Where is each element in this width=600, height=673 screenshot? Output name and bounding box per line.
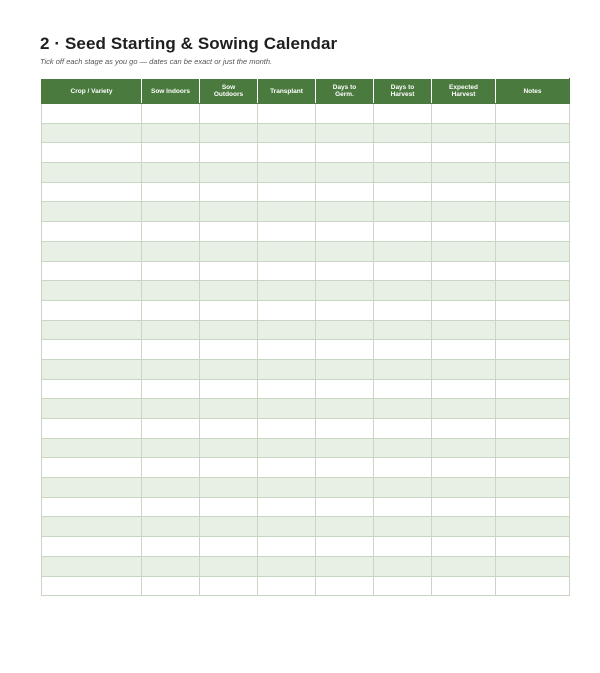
- table-row: [42, 143, 570, 163]
- table-cell[interactable]: [42, 497, 142, 517]
- table-cell[interactable]: [142, 202, 200, 222]
- table-cell[interactable]: [374, 340, 432, 360]
- table-row: [42, 497, 570, 517]
- table-cell[interactable]: [496, 300, 570, 320]
- table-cell[interactable]: [316, 104, 374, 124]
- table-cell[interactable]: [374, 300, 432, 320]
- table-cell[interactable]: [374, 576, 432, 596]
- table-cell[interactable]: [432, 320, 496, 340]
- table-cell[interactable]: [258, 438, 316, 458]
- table-cell[interactable]: [496, 399, 570, 419]
- table-cell[interactable]: [316, 281, 374, 301]
- table-cell[interactable]: [258, 163, 316, 183]
- table-cell[interactable]: [432, 241, 496, 261]
- table-cell[interactable]: [200, 556, 258, 576]
- table-cell[interactable]: [42, 379, 142, 399]
- table-cell[interactable]: [432, 163, 496, 183]
- table-cell[interactable]: [316, 202, 374, 222]
- table-cell[interactable]: [258, 497, 316, 517]
- table-cell[interactable]: [432, 359, 496, 379]
- table-cell[interactable]: [316, 458, 374, 478]
- table-cell[interactable]: [200, 517, 258, 537]
- table-row: [42, 281, 570, 301]
- table-cell[interactable]: [142, 241, 200, 261]
- table-cell[interactable]: [200, 281, 258, 301]
- table-cell[interactable]: [374, 163, 432, 183]
- column-header: Expected Harvest: [432, 79, 496, 104]
- table-cell[interactable]: [496, 163, 570, 183]
- table-cell[interactable]: [258, 320, 316, 340]
- table-cell[interactable]: [316, 261, 374, 281]
- table-cell[interactable]: [496, 182, 570, 202]
- table-row: [42, 123, 570, 143]
- table-cell[interactable]: [42, 438, 142, 458]
- table-cell[interactable]: [142, 182, 200, 202]
- table-cell[interactable]: [374, 478, 432, 498]
- table-cell[interactable]: [374, 261, 432, 281]
- table-cell[interactable]: [432, 300, 496, 320]
- table-header: [42, 79, 570, 104]
- table-cell[interactable]: [374, 182, 432, 202]
- table-cell[interactable]: [258, 576, 316, 596]
- table-cell[interactable]: [316, 123, 374, 143]
- table-cell[interactable]: [142, 537, 200, 557]
- table-cell[interactable]: [432, 123, 496, 143]
- table-cell[interactable]: [432, 261, 496, 281]
- table-cell[interactable]: [200, 537, 258, 557]
- table-cell[interactable]: [374, 143, 432, 163]
- table-cell[interactable]: [42, 478, 142, 498]
- table-cell[interactable]: [42, 261, 142, 281]
- table-cell[interactable]: [316, 478, 374, 498]
- table-cell[interactable]: [42, 359, 142, 379]
- table-cell[interactable]: [496, 379, 570, 399]
- table-cell[interactable]: [432, 182, 496, 202]
- table-cell[interactable]: [316, 143, 374, 163]
- table-cell[interactable]: [496, 359, 570, 379]
- table-cell[interactable]: [432, 478, 496, 498]
- table-row: [42, 478, 570, 498]
- table-cell[interactable]: [316, 163, 374, 183]
- table-cell[interactable]: [200, 202, 258, 222]
- table-cell[interactable]: [258, 261, 316, 281]
- column-header: Sow Outdoors: [200, 79, 258, 104]
- table-cell[interactable]: [496, 458, 570, 478]
- table-cell[interactable]: [142, 104, 200, 124]
- column-header: Days to Harvest: [374, 79, 432, 104]
- table-cell[interactable]: [42, 202, 142, 222]
- table-cell[interactable]: [316, 556, 374, 576]
- table-cell[interactable]: [374, 222, 432, 242]
- table-cell[interactable]: [200, 497, 258, 517]
- table-row: [42, 438, 570, 458]
- table-cell[interactable]: [42, 399, 142, 419]
- table-cell[interactable]: [496, 537, 570, 557]
- table-cell[interactable]: [316, 320, 374, 340]
- table-cell[interactable]: [316, 497, 374, 517]
- table-cell[interactable]: [496, 556, 570, 576]
- table-cell[interactable]: [42, 123, 142, 143]
- table-cell[interactable]: [42, 104, 142, 124]
- table-body: [42, 104, 570, 596]
- table-row: [42, 340, 570, 360]
- table-cell[interactable]: [258, 478, 316, 498]
- table-cell[interactable]: [496, 419, 570, 439]
- table-cell[interactable]: [200, 419, 258, 439]
- table-cell[interactable]: [258, 419, 316, 439]
- table-cell[interactable]: [316, 438, 374, 458]
- table-cell[interactable]: [496, 340, 570, 360]
- table-cell[interactable]: [496, 281, 570, 301]
- table-cell[interactable]: [42, 320, 142, 340]
- table-cell[interactable]: [200, 379, 258, 399]
- table-cell[interactable]: [142, 399, 200, 419]
- table-cell[interactable]: [374, 123, 432, 143]
- table-cell[interactable]: [496, 320, 570, 340]
- table-row: [42, 202, 570, 222]
- column-header: Transplant: [258, 79, 316, 104]
- table-row: [42, 379, 570, 399]
- table-cell[interactable]: [316, 399, 374, 419]
- table-cell[interactable]: [258, 556, 316, 576]
- table-cell[interactable]: [258, 281, 316, 301]
- table-cell[interactable]: [316, 537, 374, 557]
- table-cell[interactable]: [142, 419, 200, 439]
- table-cell[interactable]: [42, 281, 142, 301]
- table-cell[interactable]: [496, 202, 570, 222]
- table-cell[interactable]: [316, 359, 374, 379]
- table-cell[interactable]: [432, 497, 496, 517]
- table-cell[interactable]: [200, 163, 258, 183]
- table-cell[interactable]: [316, 419, 374, 439]
- table-cell[interactable]: [142, 458, 200, 478]
- table-cell[interactable]: [42, 182, 142, 202]
- table-cell[interactable]: [200, 143, 258, 163]
- table-cell[interactable]: [42, 222, 142, 242]
- table-cell[interactable]: [432, 537, 496, 557]
- table-row: [42, 104, 570, 124]
- table-cell[interactable]: [496, 497, 570, 517]
- table-cell[interactable]: [316, 340, 374, 360]
- table-row: [42, 399, 570, 419]
- table-cell[interactable]: [316, 379, 374, 399]
- table-cell[interactable]: [258, 517, 316, 537]
- table-cell[interactable]: [258, 537, 316, 557]
- column-header: Notes: [496, 79, 570, 104]
- table-cell[interactable]: [432, 222, 496, 242]
- table-cell[interactable]: [142, 576, 200, 596]
- table-cell[interactable]: [374, 359, 432, 379]
- table-cell[interactable]: [374, 202, 432, 222]
- table-cell[interactable]: [432, 458, 496, 478]
- table-cell[interactable]: [496, 517, 570, 537]
- table-row: [42, 517, 570, 537]
- table-cell[interactable]: [258, 241, 316, 261]
- table-cell[interactable]: [200, 300, 258, 320]
- table-cell[interactable]: [42, 163, 142, 183]
- table-cell[interactable]: [258, 359, 316, 379]
- table-row: [42, 576, 570, 596]
- table-row: [42, 163, 570, 183]
- table-cell[interactable]: [200, 222, 258, 242]
- table-cell[interactable]: [142, 359, 200, 379]
- table-cell[interactable]: [374, 458, 432, 478]
- page-title: 2 · Seed Starting & Sowing Calendar: [40, 34, 338, 53]
- table-cell[interactable]: [316, 517, 374, 537]
- table-cell[interactable]: [200, 123, 258, 143]
- table-row: [42, 556, 570, 576]
- table-cell[interactable]: [496, 478, 570, 498]
- table-cell[interactable]: [432, 438, 496, 458]
- table-cell[interactable]: [374, 241, 432, 261]
- table-row: [42, 458, 570, 478]
- table-cell[interactable]: [496, 261, 570, 281]
- table-cell[interactable]: [316, 241, 374, 261]
- table-cell[interactable]: [200, 241, 258, 261]
- table-cell[interactable]: [374, 556, 432, 576]
- table-cell[interactable]: [142, 340, 200, 360]
- table-cell[interactable]: [142, 123, 200, 143]
- table-cell[interactable]: [142, 517, 200, 537]
- table-cell[interactable]: [258, 399, 316, 419]
- table-row: [42, 320, 570, 340]
- table-cell[interactable]: [42, 241, 142, 261]
- table-cell[interactable]: [42, 458, 142, 478]
- table-cell[interactable]: [142, 478, 200, 498]
- table-cell[interactable]: [200, 438, 258, 458]
- table-cell[interactable]: [200, 399, 258, 419]
- table-cell[interactable]: [42, 143, 142, 163]
- table-row: [42, 241, 570, 261]
- table-row: [42, 300, 570, 320]
- page-subtitle: Tick off each stage as you go — dates can be exact or just the month.: [40, 57, 273, 66]
- table-cell[interactable]: [374, 438, 432, 458]
- table-cell[interactable]: [200, 478, 258, 498]
- table-cell[interactable]: [142, 222, 200, 242]
- table-cell[interactable]: [316, 182, 374, 202]
- table-cell[interactable]: [142, 143, 200, 163]
- table-cell[interactable]: [258, 202, 316, 222]
- table-cell[interactable]: [432, 576, 496, 596]
- table-cell[interactable]: [200, 359, 258, 379]
- table-cell[interactable]: [142, 320, 200, 340]
- table-cell[interactable]: [142, 438, 200, 458]
- table-cell[interactable]: [200, 576, 258, 596]
- table-cell[interactable]: [374, 497, 432, 517]
- table-cell[interactable]: [142, 163, 200, 183]
- table-cell[interactable]: [42, 576, 142, 596]
- table-cell[interactable]: [258, 123, 316, 143]
- table-row: [42, 537, 570, 557]
- table-cell[interactable]: [142, 497, 200, 517]
- column-header: Sow Indoors: [142, 79, 200, 104]
- table-cell[interactable]: [432, 104, 496, 124]
- table-cell[interactable]: [374, 320, 432, 340]
- header-row: [42, 79, 570, 104]
- table-cell[interactable]: [142, 300, 200, 320]
- table-cell[interactable]: [374, 281, 432, 301]
- table-cell[interactable]: [258, 458, 316, 478]
- table-cell[interactable]: [496, 222, 570, 242]
- table-cell[interactable]: [200, 320, 258, 340]
- table-row: [42, 419, 570, 439]
- table-cell[interactable]: [496, 123, 570, 143]
- table-cell[interactable]: [432, 202, 496, 222]
- table-cell[interactable]: [142, 556, 200, 576]
- table-cell[interactable]: [258, 222, 316, 242]
- table-cell[interactable]: [374, 537, 432, 557]
- table-row: [42, 182, 570, 202]
- table-cell[interactable]: [432, 143, 496, 163]
- table-cell[interactable]: [42, 556, 142, 576]
- table-cell[interactable]: [496, 143, 570, 163]
- table-cell[interactable]: [374, 104, 432, 124]
- column-header: Days to Germ.: [316, 79, 374, 104]
- table-cell[interactable]: [316, 576, 374, 596]
- table-cell[interactable]: [374, 517, 432, 537]
- table-cell[interactable]: [374, 399, 432, 419]
- table-cell[interactable]: [142, 379, 200, 399]
- table-cell[interactable]: [374, 419, 432, 439]
- table-cell[interactable]: [432, 281, 496, 301]
- table-cell[interactable]: [258, 104, 316, 124]
- table-cell[interactable]: [200, 182, 258, 202]
- table-cell[interactable]: [258, 143, 316, 163]
- table-cell[interactable]: [42, 537, 142, 557]
- sowing-calendar-table: [41, 78, 570, 596]
- table-cell[interactable]: [496, 241, 570, 261]
- table-cell[interactable]: [432, 379, 496, 399]
- table-cell[interactable]: [432, 517, 496, 537]
- table-cell[interactable]: [432, 399, 496, 419]
- table-cell[interactable]: [432, 419, 496, 439]
- table-cell[interactable]: [42, 419, 142, 439]
- table-cell[interactable]: [42, 340, 142, 360]
- table-cell[interactable]: [42, 300, 142, 320]
- table-row: [42, 359, 570, 379]
- table-row: [42, 222, 570, 242]
- table-cell[interactable]: [432, 340, 496, 360]
- table-cell[interactable]: [316, 222, 374, 242]
- table-cell[interactable]: [258, 182, 316, 202]
- table-cell[interactable]: [374, 379, 432, 399]
- table-cell[interactable]: [42, 517, 142, 537]
- table-cell[interactable]: [200, 104, 258, 124]
- table-cell[interactable]: [200, 261, 258, 281]
- table-cell[interactable]: [200, 458, 258, 478]
- table-cell[interactable]: [200, 340, 258, 360]
- table-cell[interactable]: [316, 300, 374, 320]
- table-cell[interactable]: [258, 340, 316, 360]
- column-header: Crop / Variety: [42, 79, 142, 104]
- table-cell[interactable]: [258, 379, 316, 399]
- table-cell[interactable]: [496, 104, 570, 124]
- table-cell[interactable]: [258, 300, 316, 320]
- table-row: [42, 261, 570, 281]
- table-cell[interactable]: [142, 261, 200, 281]
- table-cell[interactable]: [142, 281, 200, 301]
- table-cell[interactable]: [496, 576, 570, 596]
- table-cell[interactable]: [432, 556, 496, 576]
- table-cell[interactable]: [496, 438, 570, 458]
